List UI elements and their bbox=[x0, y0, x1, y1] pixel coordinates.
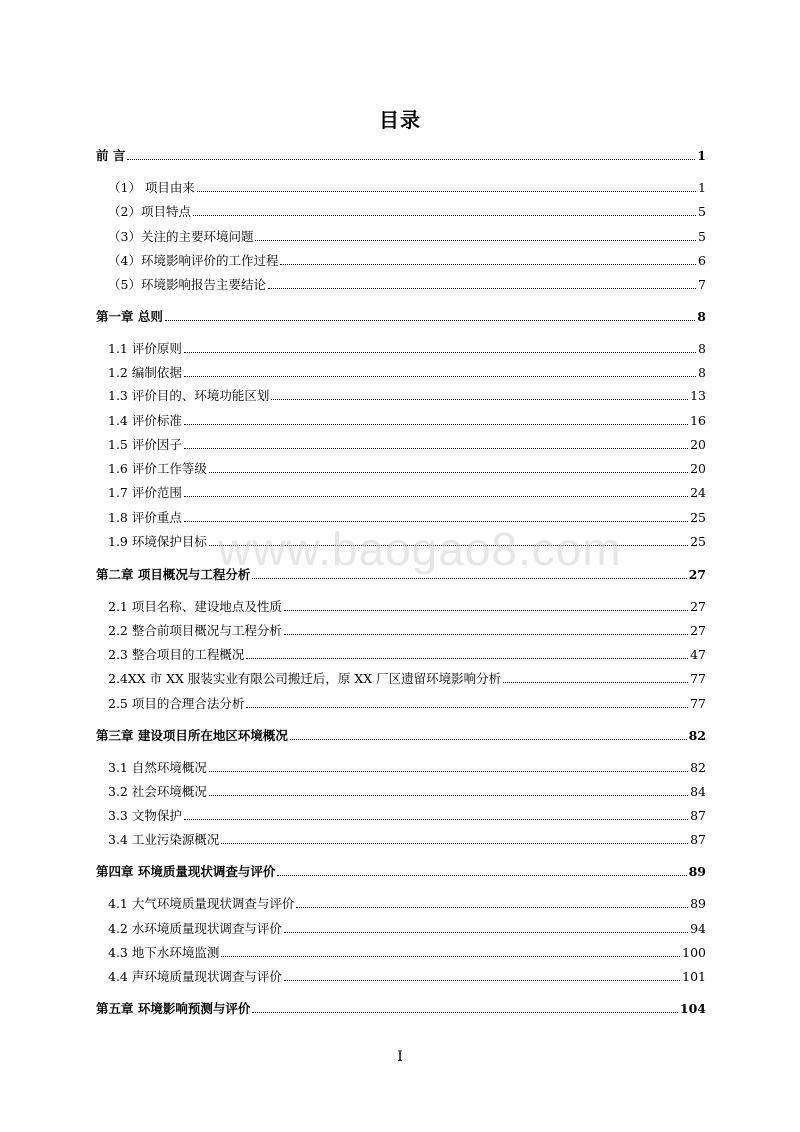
toc-entry-label: 2.5 项目的合理合法分析 bbox=[108, 696, 245, 711]
toc-dot-leader bbox=[184, 819, 688, 820]
toc-section-entry[interactable] bbox=[108, 757, 706, 775]
toc-entry-page: 20 bbox=[690, 461, 706, 476]
toc-dot-leader bbox=[221, 956, 680, 957]
toc-entry-page: 87 bbox=[690, 808, 706, 823]
toc-entry-label: 1.1 评价原则 bbox=[108, 341, 182, 356]
toc-dot-leader bbox=[284, 932, 688, 933]
toc-entry-page: 82 bbox=[690, 760, 706, 775]
toc-section-entry[interactable] bbox=[108, 620, 706, 638]
page-title: 目录 bbox=[379, 108, 421, 132]
toc-dot-leader bbox=[184, 352, 696, 353]
toc-dot-leader bbox=[209, 472, 688, 473]
toc-entry-page: 94 bbox=[690, 921, 706, 936]
toc-entry-page: 101 bbox=[682, 969, 706, 984]
toc-entry-label: 前 言 bbox=[96, 148, 126, 163]
toc-dot-leader bbox=[165, 320, 695, 321]
toc-entry-label: 4.1 大气环境质量现状调查与评价 bbox=[108, 896, 295, 911]
toc-dot-leader bbox=[221, 843, 688, 844]
toc-entry-page: 89 bbox=[690, 896, 706, 911]
toc-section-entry[interactable] bbox=[108, 177, 706, 195]
toc-dot-leader bbox=[284, 980, 680, 981]
toc-entry-label: 第二章 项目概况与工程分析 bbox=[96, 567, 251, 582]
toc-entry-label: 3.4 工业污染源概况 bbox=[108, 832, 220, 847]
toc-entry-label: 3.2 社会环境概况 bbox=[108, 784, 207, 799]
toc-dot-leader bbox=[280, 264, 696, 265]
toc-entry-page: 7 bbox=[698, 277, 706, 292]
toc-section-entry[interactable] bbox=[108, 942, 706, 960]
toc-section-entry[interactable] bbox=[108, 250, 706, 268]
toc-entry-page: 6 bbox=[698, 253, 706, 268]
toc-section-entry[interactable] bbox=[108, 458, 706, 476]
toc-entry-page: 20 bbox=[690, 437, 706, 452]
toc-section-entry[interactable] bbox=[108, 385, 706, 403]
toc-entry-page: 8 bbox=[698, 365, 706, 380]
toc-section-entry[interactable] bbox=[108, 226, 706, 244]
toc-dot-leader bbox=[246, 707, 688, 708]
toc-chapter-entry[interactable] bbox=[96, 998, 706, 1016]
toc-entry-label: 1.8 评价重点 bbox=[108, 510, 182, 525]
toc-entry-page: 1 bbox=[698, 180, 706, 195]
toc-dot-leader bbox=[209, 795, 688, 796]
toc-dot-leader bbox=[252, 578, 686, 579]
toc-entry-page: 89 bbox=[688, 864, 706, 879]
toc-entry-page: 8 bbox=[697, 309, 706, 324]
toc-entry-page: 104 bbox=[679, 1001, 706, 1016]
toc-entry-label: 第三章 建设项目所在地区环境概况 bbox=[96, 728, 288, 743]
toc-dot-leader bbox=[252, 1012, 678, 1013]
toc-dot-leader bbox=[127, 159, 695, 160]
toc-entry-page: 24 bbox=[690, 485, 706, 500]
toc-entry-label: 3.1 自然环境概况 bbox=[108, 760, 207, 775]
toc-entry-label: （3）关注的主要环境问题 bbox=[108, 229, 254, 244]
toc-entry-label: 2.3 整合项目的工程概况 bbox=[108, 647, 245, 662]
toc-entry-label: 1.2 编制依据 bbox=[108, 365, 182, 380]
toc-entry-page: 27 bbox=[690, 599, 706, 614]
toc-entry-label: 1.6 评价工作等级 bbox=[108, 461, 207, 476]
toc-section-entry[interactable] bbox=[108, 274, 706, 292]
toc-dot-leader bbox=[184, 376, 696, 377]
toc-entry-page: 77 bbox=[690, 696, 706, 711]
toc-section-entry[interactable] bbox=[108, 644, 706, 662]
toc-entry-label: 3.3 文物保护 bbox=[108, 808, 182, 823]
toc-entry-label: 第四章 环境质量现状调查与评价 bbox=[96, 864, 276, 879]
toc-section-entry[interactable] bbox=[108, 805, 706, 823]
toc-section-entry[interactable] bbox=[108, 434, 706, 452]
toc-dot-leader bbox=[284, 634, 688, 635]
toc-section-entry[interactable] bbox=[108, 693, 706, 711]
toc-dot-leader bbox=[193, 215, 696, 216]
toc-dot-leader bbox=[268, 288, 696, 289]
toc-dot-leader bbox=[284, 610, 688, 611]
toc-entry-label: 4.4 声环境质量现状调查与评价 bbox=[108, 969, 282, 984]
toc-section-entry[interactable] bbox=[108, 596, 706, 614]
toc-entry-label: 1.7 评价范围 bbox=[108, 485, 182, 500]
toc-chapter-entry[interactable] bbox=[96, 145, 706, 163]
toc-section-entry[interactable] bbox=[108, 893, 706, 911]
toc-chapter-entry[interactable] bbox=[96, 861, 706, 879]
toc-entry-page: 27 bbox=[690, 623, 706, 638]
toc-dot-leader bbox=[271, 399, 688, 400]
toc-section-entry[interactable] bbox=[108, 482, 706, 500]
toc-entry-page: 27 bbox=[688, 567, 706, 582]
page-number: I bbox=[397, 1049, 403, 1065]
toc-entry-page: 100 bbox=[682, 945, 706, 960]
toc-dot-leader bbox=[255, 240, 696, 241]
toc-entry-page: 1 bbox=[697, 148, 706, 163]
toc-section-entry[interactable] bbox=[108, 918, 706, 936]
toc-dot-leader bbox=[184, 448, 688, 449]
toc-entry-page: 13 bbox=[690, 388, 706, 403]
toc-entry-label: 1.5 评价因子 bbox=[108, 437, 182, 452]
toc-dot-leader bbox=[277, 875, 686, 876]
toc-entry-label: （5）环境影响报告主要结论 bbox=[108, 277, 266, 292]
toc-entry-page: 16 bbox=[690, 413, 706, 428]
toc-entry-label: 4.2 水环境质量现状调查与评价 bbox=[108, 921, 282, 936]
watermark: www.baogao8.com bbox=[218, 523, 622, 575]
toc-entry-label: 2.1 项目名称、建设地点及性质 bbox=[108, 599, 282, 614]
toc-entry-label: （4）环境影响评价的工作过程 bbox=[108, 253, 279, 268]
toc-section-entry[interactable] bbox=[108, 829, 706, 847]
toc-dot-leader bbox=[197, 191, 696, 192]
toc-entry-label: 4.3 地下水环境监测 bbox=[108, 945, 220, 960]
toc-dot-leader bbox=[184, 424, 688, 425]
toc-dot-leader bbox=[503, 682, 688, 683]
toc-chapter-entry[interactable] bbox=[96, 306, 706, 324]
toc-entry-page: 77 bbox=[690, 671, 706, 686]
toc-entry-page: 47 bbox=[690, 647, 706, 662]
toc-chapter-entry[interactable] bbox=[96, 725, 706, 743]
toc-entry-page: 87 bbox=[690, 832, 706, 847]
toc-dot-leader bbox=[184, 496, 688, 497]
toc-entry-label: 第一章 总则 bbox=[96, 309, 163, 324]
toc-dot-leader bbox=[296, 907, 688, 908]
toc-section-entry[interactable] bbox=[108, 201, 706, 219]
toc-section-entry[interactable] bbox=[108, 781, 706, 799]
toc-entry-label: （1） 项目由来 bbox=[108, 180, 195, 195]
toc-section-entry[interactable] bbox=[108, 668, 706, 686]
toc-entry-label: 2.4XX 市 XX 服装实业有限公司搬迁后，原 XX 厂区遗留环境影响分析 bbox=[108, 671, 502, 686]
toc-section-entry[interactable] bbox=[108, 410, 706, 428]
toc-entry-page: 5 bbox=[698, 204, 706, 219]
toc-dot-leader bbox=[290, 739, 687, 740]
toc-entry-label: 1.4 评价标准 bbox=[108, 413, 182, 428]
toc-section-entry[interactable] bbox=[108, 338, 706, 356]
toc-entry-label: 1.3 评价目的、环境功能区划 bbox=[108, 388, 270, 403]
toc-entry-label: 2.2 整合前项目概况与工程分析 bbox=[108, 623, 282, 638]
toc-entry-label: （2）项目特点 bbox=[108, 204, 191, 219]
toc-entry-page: 25 bbox=[690, 510, 706, 525]
toc-entry-page: 84 bbox=[690, 784, 706, 799]
toc-dot-leader bbox=[209, 771, 688, 772]
toc-entry-page: 8 bbox=[698, 341, 706, 356]
toc-entry-page: 25 bbox=[690, 534, 706, 549]
toc-entry-label: 第五章 环境影响预测与评价 bbox=[96, 1001, 251, 1016]
toc-section-entry[interactable] bbox=[108, 966, 706, 984]
toc-section-entry[interactable] bbox=[108, 362, 706, 380]
toc-entry-page: 82 bbox=[688, 728, 706, 743]
toc-entry-page: 5 bbox=[698, 229, 706, 244]
toc-entry-label: 1.9 环境保护目标 bbox=[108, 534, 207, 549]
toc-dot-leader bbox=[246, 658, 688, 659]
